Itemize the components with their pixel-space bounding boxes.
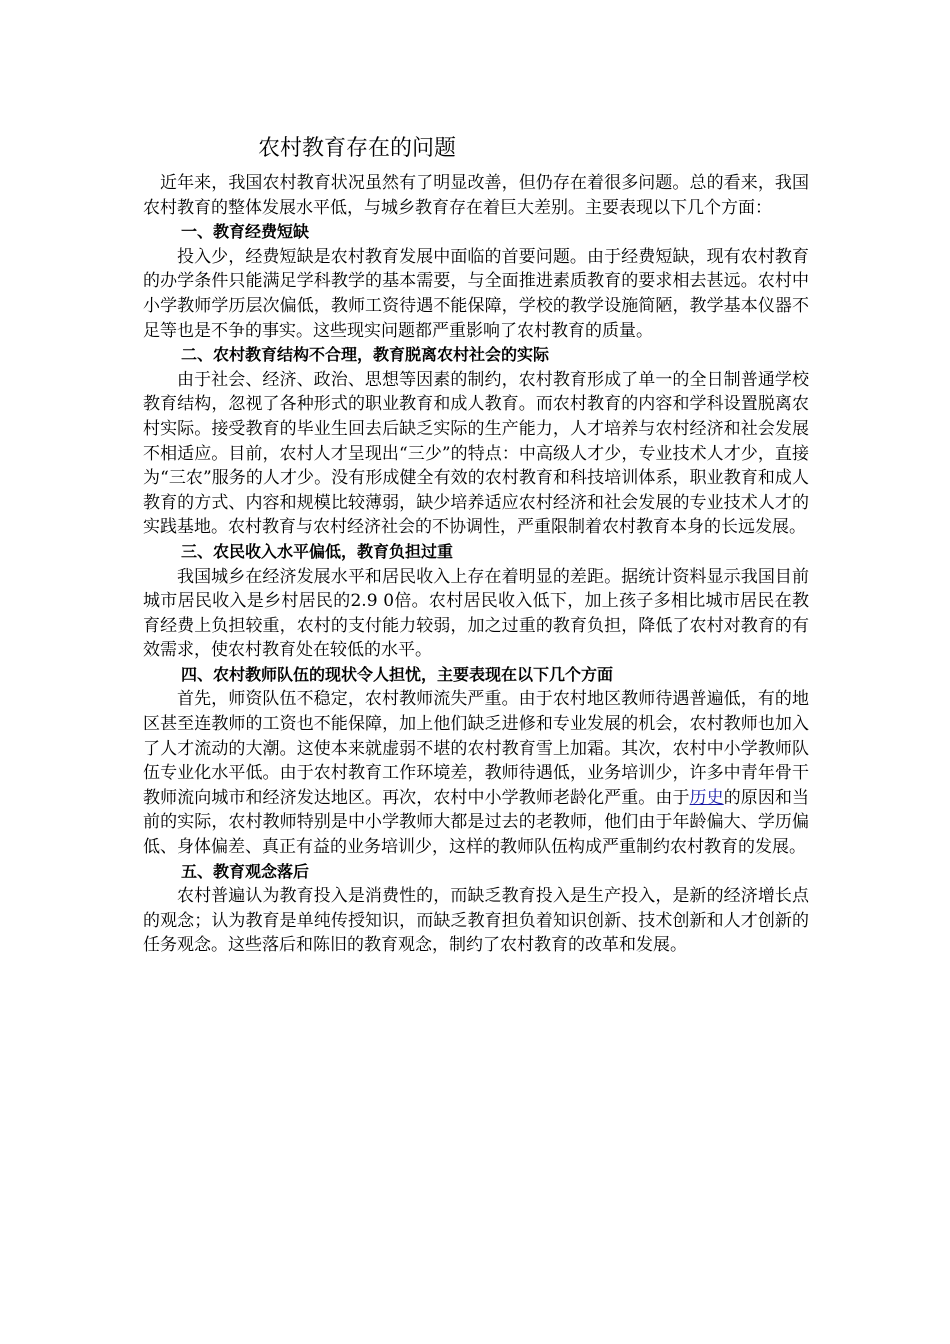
intro-paragraph: 近年来，我国农村教育状况虽然有了明显改善，但仍存在着很多问题。总的看来，我国农村教育的整体发展水平低，与城乡教育存在着巨大差别。主要表现以下几个方面：	[143, 173, 809, 218]
section-heading-5: 五、教育观念落后	[181, 861, 310, 881]
section-heading-3: 三、农民收入水平偏低，教育负担过重	[181, 541, 454, 561]
section-body-1: 投入少，经费短缺是农村教育发展中面临的首要问题。由于经费短缺，现有农村教育的办学条件只能满足学科教学的基本需要，与全面推进素质教育的要求相去甚远。农村中小学教师学历层次偏低，教师工资待遇不能保障，学校的教学设施简陋，教学基本仪器不足等也是不争的事实。这些现实问题都严重影响了农村教育的质量。	[143, 246, 809, 341]
section-heading-1: 一、教育经费短缺	[181, 222, 310, 242]
section-heading-2: 二、农村教育结构不合理，教育脱离农村社会的实际	[181, 345, 550, 365]
section-heading-4: 四、农村教师队伍的现状令人担忧，主要表现在以下几个方面	[181, 664, 614, 684]
section-body-4-text-after: 的原因和当前的实际，农村教师特别是中小学教师大都是过去的老教师，他们由于年龄偏大、学历偏低、身体偏差、真正有益的业务培训少，这样的教师队伍构成严重制约农村教育的发展。	[143, 787, 810, 858]
section-body-2: 由于社会、经济、政治、思想等因素的制约，农村教育形成了单一的全日制普通学校教育结构，忽视了各种形式的职业教育和成人教育。而农村教育的内容和学科设置脱离农村实际。接受教育的毕业生回去后缺乏实际的生产能力，人才培养与农村经济和社会发展不相适应。目前，农村人才呈现出“三少”的特点：中高级人才少，专业技术人才少，直接为“三农”服务的人才少。没有形成健全有效的农村教育和科技培训体系，职业教育和成人教育的方式、内容和规模比较薄弱，缺少培养适应农村经济和社会发展的专业技术人才的实践基地。农村教育与农村经济社会的不协调性，严重限制着农村教育本身的长远发展。	[143, 369, 809, 538]
section-body-3: 我国城乡在经济发展水平和居民收入上存在着明显的差距。据统计资料显示我国目前城市居民收入是乡村居民的2.9 0倍。农村居民收入低下，加上孩子多相比城市居民在教育经费上负担较重，农村的支付能力较弱，加之过重的教育负担，降低了农村对教育的有效需求，使农村教育处在较低的水平。	[143, 566, 809, 661]
section-body-4	[143, 687, 809, 859]
section-body-4-text-before: 首先，师资队伍不稳定，农村教师流失严重。由于农村地区教师待遇普遍低，有的地区甚至连教师的工资也不能保障，加上他们缺乏进修和专业发展的机会，农村教师也加入了人才流动的大潮。这使本来就虚弱不堪的农村教育雪上加霜。其次，农村中小学教师队伍专业化水平低。由于农村教育工作环境差，教师待遇低，业务培训少，许多中青年骨干教师流向城市和经济发达地区。再次，农村中小学教师老龄化严重。由于	[143, 689, 809, 808]
document-body	[143, 133, 809, 958]
history-link[interactable]: 历史	[689, 787, 724, 808]
page-title: 农村教育存在的问题	[258, 136, 457, 161]
section-body-5: 农村普遍认为教育投入是消费性的，而缺乏教育投入是生产投入，是新的经济增长点的观念；认为教育是单纯传授知识，而缺乏教育担负着知识创新、技术创新和人才创新的任务观念。这些落后和陈旧的教育观念，制约了农村教育的改革和发展。	[143, 886, 809, 956]
